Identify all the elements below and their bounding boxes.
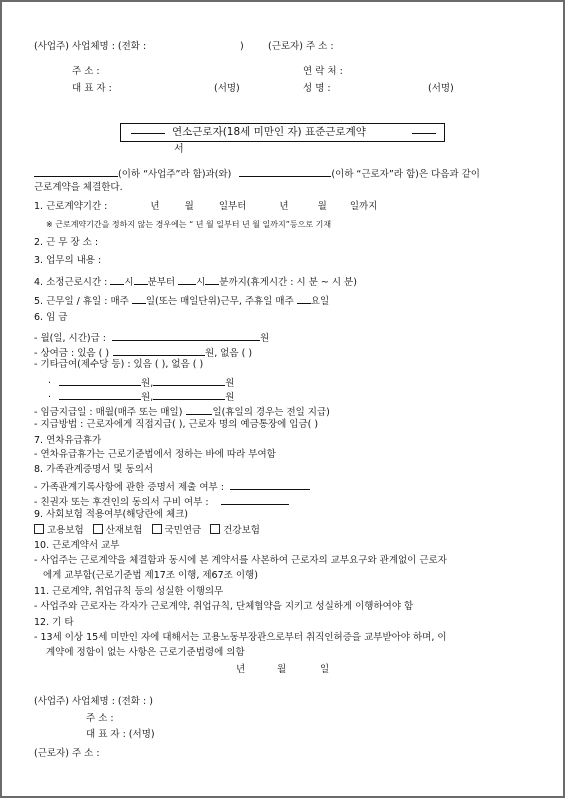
s6-other1-a[interactable]	[59, 375, 141, 386]
section-1	[34, 201, 377, 213]
employer-close: )	[240, 41, 244, 52]
s6-won-comma2: 원,	[141, 392, 154, 403]
footer-worker: (근로자) 주 소 :	[34, 748, 100, 759]
document-title-cont: 서	[174, 144, 184, 155]
s5-label: 5. 근무일 / 휴일 : 매주	[34, 296, 129, 307]
s1-year2: 년	[279, 201, 289, 212]
intro-line2: 근로계약을 체결한다.	[34, 182, 123, 193]
s1-day1: 일부터	[218, 201, 247, 212]
checkbox-industrial-accident[interactable]	[93, 524, 103, 534]
s8-b-label: - 친권자 또는 후견인의 동의서 구비 여부 :	[34, 497, 209, 508]
s6-other2-b[interactable]	[153, 389, 225, 400]
worker-seal: (서명)	[428, 83, 454, 94]
s1-day2: 일까지	[349, 201, 378, 212]
s11-body: - 사업주와 근로자는 각자가 근로계약, 취업규칙, 단체협약을 지키고 성실하게 이행하여야 함	[34, 601, 414, 612]
s12-line2: 계약에 정함이 없는 사항은 근로기준법령에 의함	[46, 647, 245, 658]
checkbox-health-insurance[interactable]	[210, 524, 220, 534]
s6-wage-won: 원	[260, 333, 270, 344]
s4-end-min[interactable]	[205, 274, 219, 285]
s6-wage	[34, 330, 269, 345]
worker-name-label: 성 명 :	[303, 83, 331, 94]
s6-paymethod: - 지급방법 : 근로자에게 직접지급( ), 근로자 명의 예금통장에 입금( )	[34, 419, 319, 430]
s6-title: 6. 임 금	[34, 312, 68, 323]
s5-end: 요일	[310, 296, 330, 307]
s4-hour2: 시	[196, 277, 206, 288]
s4-label: 4. 소정근로시간 :	[34, 277, 108, 288]
s6-payday-blank[interactable]	[186, 404, 212, 415]
section-4	[34, 274, 357, 289]
s4-start-hour[interactable]	[110, 274, 124, 285]
s6-payday-label: - 임금지급일 : 매월(매주 또는 매일)	[34, 407, 183, 418]
s8-title: 8. 가족관계증명서 및 동의서	[34, 464, 154, 475]
s9-checkboxes	[34, 524, 260, 537]
worker-address-label: (근로자) 주 소 :	[268, 41, 334, 52]
worker-name-blank[interactable]	[239, 166, 331, 177]
s5-mid: 일(또는 매일단위)근무, 주휴일 매주	[145, 296, 294, 307]
s6-bullet1: ·	[48, 378, 52, 389]
s6-other2-a[interactable]	[59, 389, 141, 400]
s10-line2: 에게 교부함(근로기준법 제17조 이행, 제67조 이행)	[43, 570, 258, 581]
footer-address: 주 소 :	[86, 713, 114, 724]
s6-other1-b[interactable]	[153, 375, 225, 386]
s1-label: 1. 근로계약기간 :	[34, 201, 108, 212]
s9-title: 9. 사회보험 적용여부(해당란에 체크)	[34, 509, 189, 520]
intro-line	[34, 166, 480, 181]
s6-bullet2: ·	[48, 392, 52, 403]
s4-hour1: 시	[124, 277, 134, 288]
label-employment-insurance: 고용보험	[47, 525, 84, 536]
s7-body: - 연차유급휴가는 근로기준법에서 정하는 바에 따라 부여함	[34, 449, 276, 460]
s10-title: 10. 근로계약서 교부	[34, 540, 120, 551]
s4-end-hour[interactable]	[178, 274, 196, 285]
title-line-left	[131, 133, 165, 134]
worker-contact-label: 연 락 처 :	[303, 66, 343, 77]
label-health-insurance: 건강보험	[223, 525, 260, 536]
s8-a-blank[interactable]	[230, 479, 310, 490]
date-day: 일	[320, 664, 330, 675]
intro-part2: (이하 “근로자”라 함)은 다음과 같이	[331, 169, 480, 180]
s6-wage-blank[interactable]	[112, 330, 260, 341]
s6-won2: 원	[225, 392, 235, 403]
representative-label: 대 표 자 :	[72, 83, 112, 94]
s4-from: 분부터	[147, 277, 176, 288]
s6-bonus-blank[interactable]	[113, 345, 205, 356]
s4-until: 분까지(휴게시간 : 시 분 ~ 시 분)	[219, 277, 357, 288]
footer-employer: (사업주) 사업체명 : (전화 : )	[34, 696, 153, 707]
s6-payday-tail: 일(휴일의 경우는 전일 지급)	[212, 407, 330, 418]
checkbox-national-pension[interactable]	[152, 524, 162, 534]
label-industrial-accident: 산재보험	[105, 525, 143, 536]
section-3: 3. 업무의 내용 :	[34, 255, 102, 266]
s8-b-blank[interactable]	[221, 494, 289, 505]
intro-part1: (이하 “사업주”라 함)과(와)	[118, 169, 232, 180]
s6-other: - 기타급여(제수당 등) : 있음 ( ), 없음 ( )	[34, 359, 204, 370]
s6-wage-label: - 월(일, 시간)급 :	[34, 333, 107, 344]
s10-line1: - 사업주는 근로계약을 체결함과 동시에 본 계약서를 사본하여 근로자의 교부요구와 관계없이 근로자	[34, 555, 447, 566]
s4-start-min[interactable]	[134, 274, 148, 285]
s8-a-label: - 가족관계기록사항에 관한 증명서 제출 여부 :	[34, 482, 224, 493]
section-2: 2. 근 무 장 소 :	[34, 237, 99, 248]
employer-label: (사업주) 사업체명 : (전화 :	[34, 41, 147, 52]
section-5	[34, 293, 329, 308]
checkbox-employment-insurance[interactable]	[34, 524, 44, 534]
s8-b	[34, 494, 289, 509]
employer-address-label: 주 소 :	[72, 66, 100, 77]
s6-won-comma1: 원,	[141, 378, 154, 389]
s8-a	[34, 479, 310, 494]
s5-weekday-blank[interactable]	[297, 293, 311, 304]
s1-note: ※ 근로계약기간을 정하지 않는 경우에는 “ 년 월 일부터 년 월 일까지”등으로 기재	[46, 220, 332, 229]
s6-other-row2	[48, 389, 234, 404]
s12-line1: - 13세 이상 15세 미만인 자에 대해서는 고용노동부장관으로부터 취직인허증을 교부받아야 하며, 이	[34, 632, 447, 643]
s5-days-blank[interactable]	[132, 293, 146, 304]
date-year: 년	[236, 664, 246, 675]
s12-title: 12. 기 타	[34, 617, 74, 628]
label-national-pension: 국민연금	[164, 525, 202, 536]
s6-bonus-tail: 원, 없음 ( )	[205, 348, 253, 359]
s6-other-row1	[48, 375, 234, 390]
s1-year1: 년	[150, 201, 160, 212]
employer-name-blank[interactable]	[34, 166, 118, 177]
s6-bonus-label: - 상여금 : 있음 ( )	[34, 348, 110, 359]
date-month: 월	[277, 664, 287, 675]
s6-bonus	[34, 345, 252, 360]
s6-won1: 원	[225, 378, 235, 389]
header-employer	[34, 41, 146, 53]
footer-rep: 대 표 자 : (서명)	[86, 729, 155, 740]
s7-title: 7. 연차유급휴가	[34, 435, 102, 446]
employer-seal: (서명)	[214, 83, 240, 94]
s1-month2: 월	[317, 201, 327, 212]
document-title: 연소근로자(18세 미만인 자) 표준근로계약	[172, 126, 366, 138]
s11-title: 11. 근로계약, 취업규칙 등의 성실한 이행의무	[34, 586, 224, 597]
s1-month1: 월	[184, 201, 194, 212]
s6-payday	[34, 404, 330, 419]
title-line-right	[412, 133, 436, 134]
